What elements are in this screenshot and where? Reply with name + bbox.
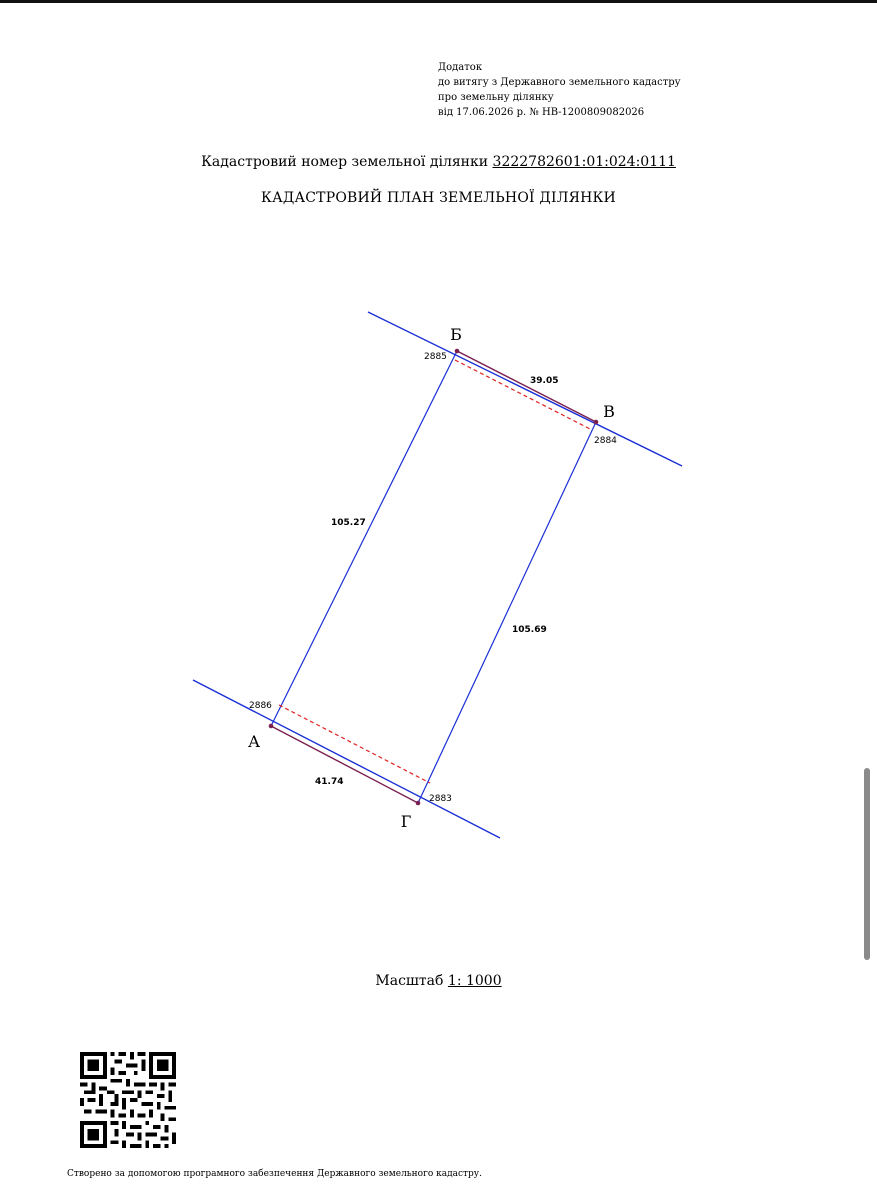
corner-label-b: Б [450,325,462,344]
scale-label: Масштаб [375,973,444,989]
point-number-2883: 2883 [429,794,452,804]
corner-label-a: А [247,732,261,751]
top-adjacent-segment [457,351,596,422]
plan-title: КАДАСТРОВИЙ ПЛАН ЗЕМЕЛЬНОЇ ДІЛЯНКИ [261,190,616,206]
point-number-2885: 2885 [424,352,447,362]
addendum-line-3: про земельну ділянку [438,92,554,103]
vertex-2883 [416,801,421,806]
top-road-line [368,312,682,466]
bottom-dashed-line [279,705,430,783]
vertex-2884 [594,420,599,425]
length-right: 105.69 [512,625,547,635]
bottom-road-line [193,680,500,838]
corner-label-g: Г [400,812,412,831]
cadastral-label: Кадастровий номер земельної ділянки [201,154,489,170]
cadastral-number: 3222782601:01:024:0111 [492,154,676,170]
addendum-line-2: до витягу з Державного земельного кадастру [438,77,681,88]
bottom-adjacent-segment [271,726,418,803]
vertex-2886 [269,724,274,729]
addendum-line-4: від 17.06.2026 р. № НВ-1200809082026 [438,107,645,118]
length-left: 105.27 [331,518,366,528]
point-number-2884: 2884 [594,436,617,446]
length-bottom: 41.74 [315,777,344,787]
right-boundary [418,422,596,803]
length-top: 39.05 [530,376,559,386]
qr-code-icon [80,1052,176,1148]
scale-line [0,973,877,989]
left-boundary [271,351,457,726]
corner-label-v: В [603,402,615,421]
top-dashed-line [455,360,592,430]
addendum-line-1: Додаток [438,62,483,73]
footer-note: Створено за допомогою програмного забезпечення Державного земельного кадастру. [67,1169,482,1179]
scale-value: 1: 1000 [447,973,502,989]
vertex-2885 [455,349,460,354]
point-number-2886: 2886 [249,701,272,711]
